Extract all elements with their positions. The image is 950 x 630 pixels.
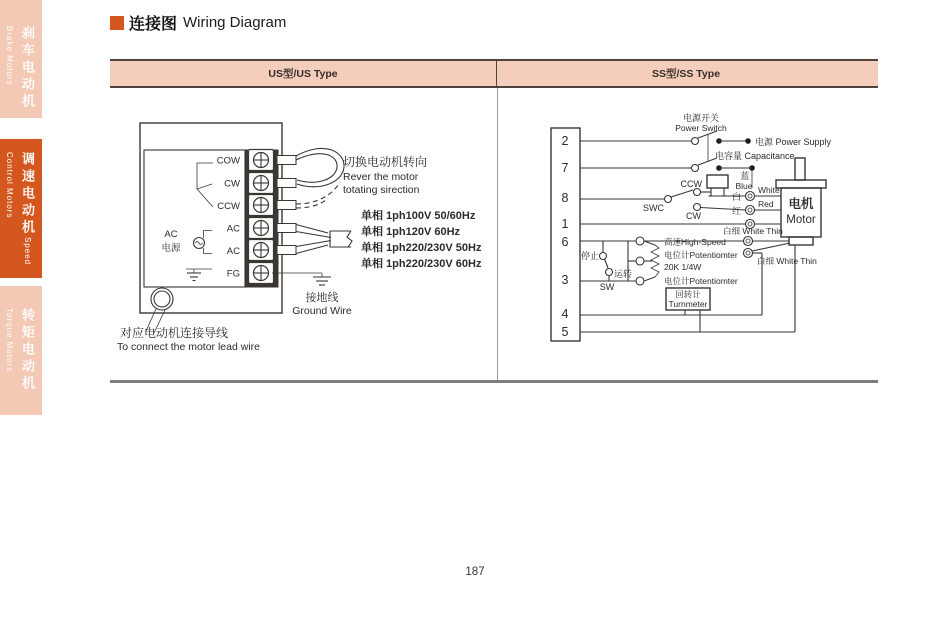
run-label: 运转 — [614, 269, 633, 279]
high-speed-label: 高速High-Speed — [664, 237, 726, 247]
tab-label-zh: 刹车电动机 — [20, 26, 35, 111]
terminal-label-fg: FG — [226, 268, 240, 280]
lead-note-zh: 对应电动机连接导线 — [120, 326, 229, 340]
ground-wire — [272, 273, 331, 285]
sidebar-tab-speed-control-motors — [0, 139, 42, 278]
lead-note-en: To connect the motor lead wire — [117, 341, 260, 353]
blue-label-zh: 蓝 — [740, 171, 750, 181]
ac-supply-cable — [296, 225, 352, 254]
red-label-en: Red — [758, 199, 774, 209]
power-switch-label-en: Power Switch — [675, 123, 727, 133]
potentiometer-spec: 20K 1/4W — [664, 262, 702, 272]
terminal-screw — [249, 263, 274, 284]
terminal-screw — [249, 218, 274, 239]
power-spec-3: 单相 1ph220/230V 50Hz — [361, 242, 482, 254]
ss-type-diagram — [551, 112, 832, 341]
tab-label-zh: 调速电动机 — [20, 152, 35, 237]
ss-terminal-4: 4 — [561, 307, 569, 321]
turnmeter-label-en: Turnmeter — [668, 299, 708, 309]
white-thin-connectors — [744, 237, 796, 333]
power-spec-4: 单相 1ph220/230V 60Hz — [361, 258, 482, 270]
tab-label-en: Speed Control Motors — [5, 152, 32, 266]
wire-lugs — [277, 156, 296, 255]
direction-note-en2: totating sirection — [343, 184, 420, 196]
ss-terminal-1: 1 — [561, 217, 569, 231]
ss-terminal-2: 2 — [561, 134, 569, 148]
potentiometer-label-1: 电位计Potentiomter — [664, 250, 738, 260]
tab-label-en: Torque Motors — [5, 308, 14, 373]
ss-terminal-5: 5 — [561, 325, 569, 339]
title-en: Wiring Diagram — [183, 14, 287, 31]
header-us-type: US型/US Type — [110, 61, 497, 86]
capacitance-label: 电容量 Capacitance — [715, 151, 795, 161]
terminal-label-cow: COW — [216, 155, 240, 167]
direction-note-en1: Rever the motor — [343, 171, 419, 183]
terminal-label-ac2: AC — [226, 246, 240, 257]
fg-ground-symbol — [186, 269, 212, 281]
controller-panel — [144, 150, 245, 287]
white-label-en: White — [758, 185, 780, 195]
ss-terminal-6: 6 — [561, 235, 569, 249]
table-header — [110, 59, 878, 88]
terminal-label-cw: CW — [224, 178, 240, 190]
ac-source-symbol — [194, 231, 213, 254]
ss-terminal-7: 7 — [561, 161, 569, 175]
table-column-divider — [497, 88, 498, 380]
ss-terminal-3: 3 — [561, 273, 569, 287]
sidebar-tab-torque-motors — [0, 286, 42, 415]
motor-lead-connectors — [746, 192, 782, 229]
title-zh: 连接图 — [129, 16, 178, 33]
power-switch-label-zh: 电源开关 — [682, 113, 720, 123]
turnmeter-label-zh: 回转计 — [675, 289, 701, 300]
direction-jumper-loop — [296, 148, 344, 186]
ac-source-label-ac: AC — [164, 229, 178, 240]
potentiometer-label-2: 电位计Potentiomter — [664, 276, 738, 286]
potentiometer — [628, 237, 659, 285]
tab-label-zh: 转矩电动机 — [20, 308, 35, 393]
white-thin-label-2: 白细 White Thin — [757, 256, 817, 266]
ground-label-en: Ground Wire — [292, 305, 352, 317]
terminal-screw — [249, 195, 274, 216]
white-thin-label-1: 白细 White Thin — [723, 226, 783, 236]
cw-label: CW — [686, 211, 701, 221]
section-title — [110, 11, 286, 34]
stop-label: 停止 — [580, 251, 599, 261]
header-ss-type: SS型/SS Type — [651, 68, 721, 80]
power-spec-1: 单相 1ph100V 50/60Hz — [361, 210, 476, 222]
page-number: 187 — [465, 566, 485, 578]
power-spec-2: 单相 1ph120V 60Hz — [361, 226, 461, 238]
sidebar-tab-brake-motors — [0, 0, 42, 118]
terminal-label-ccw: CCW — [217, 201, 240, 212]
motor-label-en: Motor — [786, 214, 816, 226]
red-label-zh: 红 — [731, 206, 741, 216]
ss-terminal-8: 8 — [561, 191, 569, 205]
terminal-screw — [249, 173, 274, 194]
white-label-zh: 白 — [731, 192, 741, 202]
ground-label-zh: 接地线 — [305, 292, 339, 304]
direction-selector-lines — [197, 163, 213, 207]
tab-label-en: Brake Motors — [5, 26, 14, 86]
sw-label: SW — [599, 282, 615, 292]
swc-label: SWC — [643, 203, 664, 213]
terminal-screw — [249, 240, 274, 261]
terminal-label-ac1: AC — [226, 223, 240, 235]
ccw-label: CCW — [680, 179, 702, 189]
wiring-diagrams — [110, 88, 878, 381]
stop-run-switch — [600, 241, 613, 281]
power-supply-label: 电源 Power Supply — [755, 137, 832, 147]
direction-note-zh: 切换电动机转向 — [343, 155, 428, 169]
us-type-diagram — [117, 123, 482, 353]
blue-label-en: Blue — [735, 181, 753, 191]
table-bottom-rule — [110, 380, 878, 383]
motor-label-zh: 电机 — [788, 197, 814, 211]
title-square-icon — [110, 16, 124, 30]
ac-source-label-zh: 电源 — [161, 243, 181, 254]
terminal-screw — [249, 150, 274, 171]
